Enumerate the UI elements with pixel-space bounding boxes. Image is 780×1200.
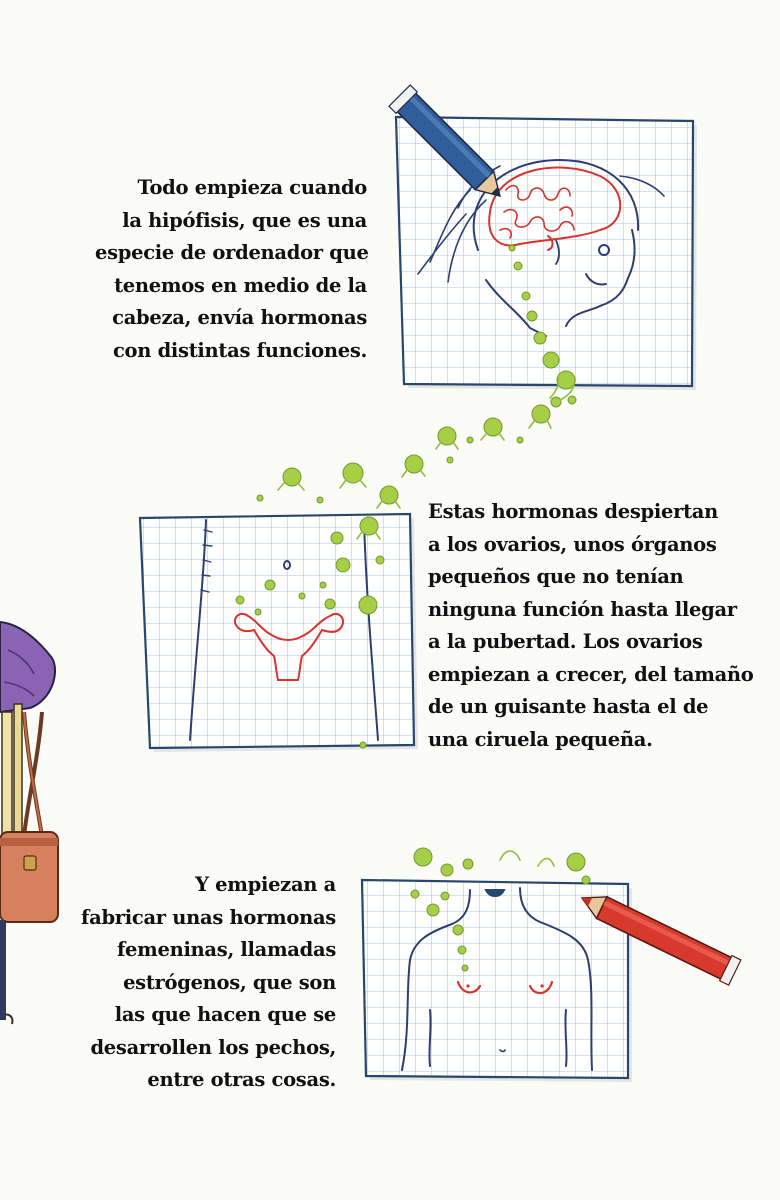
text-line: la hipófisis, que es una — [122, 208, 367, 232]
text-line: Todo empieza cuando — [137, 176, 367, 199]
text-block-pituitary — [95, 172, 367, 367]
text-line: especie de ordenador que — [95, 241, 369, 264]
text-line: a la pubertad. Los ovarios — [428, 630, 703, 653]
text-line: fabricar unas hormonas — [81, 905, 336, 929]
text-line: una ciruela pequeña. — [428, 727, 653, 751]
text-line: cabeza, envía hormonas — [112, 306, 367, 329]
text-block-ovaries — [428, 496, 778, 756]
text-line: empiezan a crecer, del tamaño — [428, 662, 754, 686]
text-line: desarrollen los pechos, — [90, 1035, 336, 1059]
text-line: ninguna función hasta llegar — [428, 597, 737, 621]
text-line: a los ovarios, unos órganos — [428, 532, 717, 556]
text-line: femeninas, llamadas — [116, 938, 336, 961]
text-line: Estas hormonas despiertan — [428, 500, 718, 523]
text-line: estrógenos, que son — [123, 970, 336, 994]
text-line: tenemos en medio de la — [114, 273, 367, 297]
text-block-estrogens — [70, 869, 336, 1097]
text-line: de un guisante hasta el de — [428, 695, 709, 718]
partial-character-figure — [0, 622, 58, 1024]
text-line: pequeños que no tenían — [428, 565, 684, 588]
head-brain-sketch-panel — [396, 117, 697, 390]
text-line: entre otras cosas. — [147, 1068, 336, 1091]
text-line: las que hacen que se — [114, 1003, 336, 1026]
text-line: con distintas funciones. — [112, 338, 367, 362]
ovaries-sketch-panel — [140, 514, 418, 752]
text-line: Y empiezan a — [195, 873, 336, 896]
